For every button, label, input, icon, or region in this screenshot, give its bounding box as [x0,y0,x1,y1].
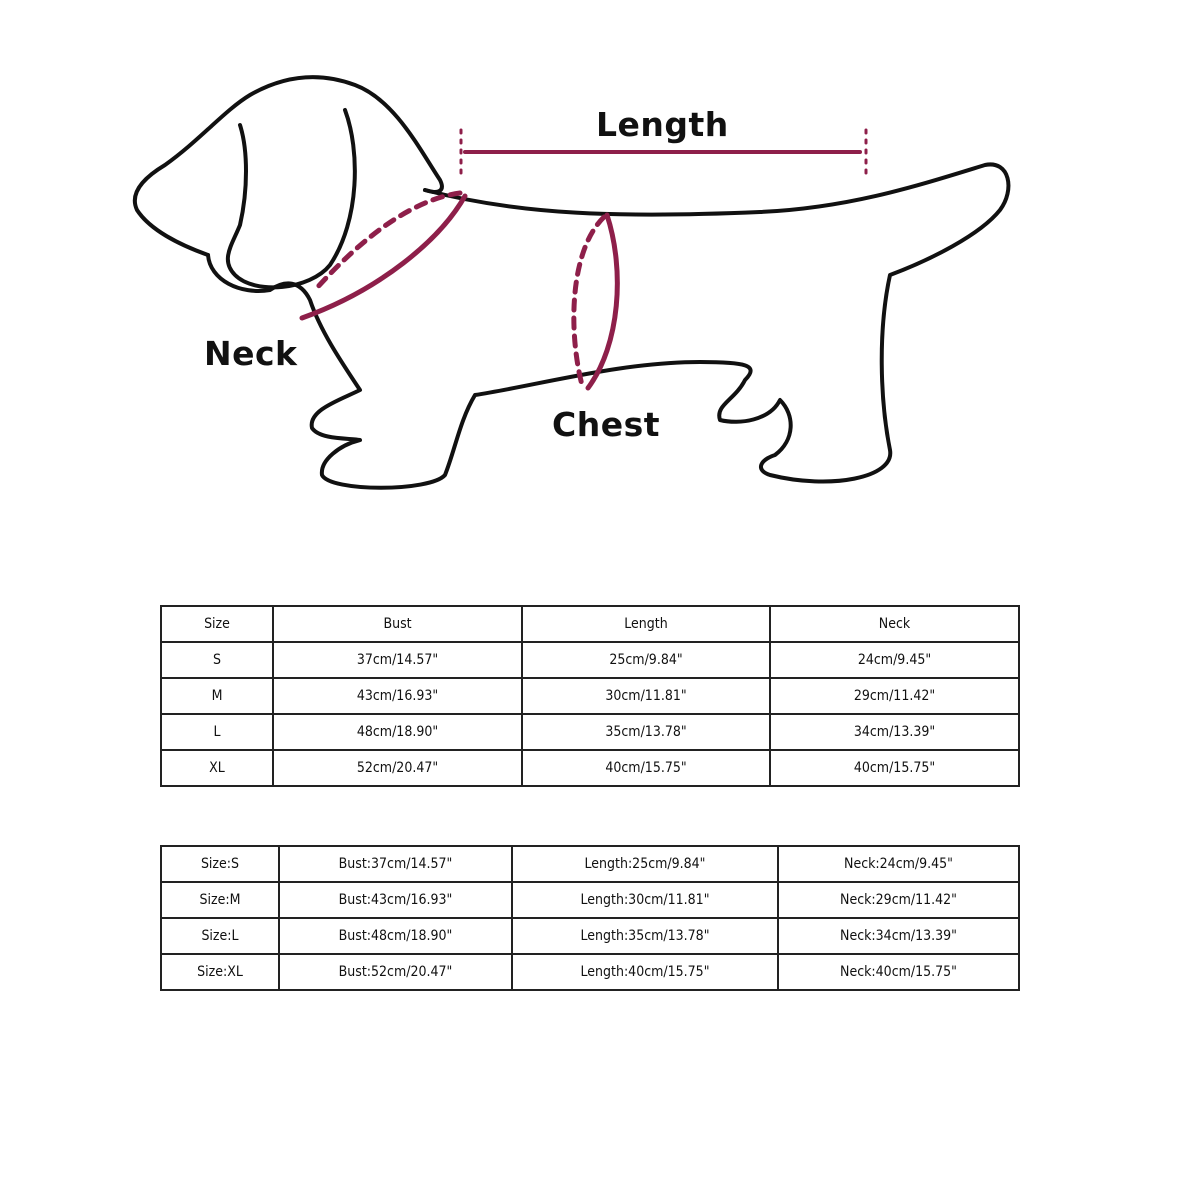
cell-size: M [161,678,273,714]
cell-neck: 34cm/13.39" [770,714,1019,750]
chest-measure-line [588,215,617,388]
chest-dash-line [574,217,604,385]
header-size: Size [161,606,273,642]
cell-length: 35cm/13.78" [522,714,770,750]
cell-size: Size:S [161,846,279,882]
cell-length: 30cm/11.81" [522,678,770,714]
table-row [161,678,1019,714]
header-bust: Bust [273,606,522,642]
length-label: Length [596,105,729,144]
cell-size: S [161,642,273,678]
table-row [161,954,1019,990]
table-row [161,846,1019,882]
cell-length: Length:30cm/11.81" [512,882,778,918]
cell-neck: 40cm/15.75" [770,750,1019,786]
cell-neck: 24cm/9.45" [770,642,1019,678]
cell-bust: Bust:52cm/20.47" [279,954,512,990]
cell-bust: 43cm/16.93" [273,678,522,714]
cell-neck: Neck:24cm/9.45" [778,846,1019,882]
cell-neck: 29cm/11.42" [770,678,1019,714]
cell-size: XL [161,750,273,786]
cell-neck: Neck:29cm/11.42" [778,882,1019,918]
cell-bust: Bust:37cm/14.57" [279,846,512,882]
neck-measure-line [302,196,465,318]
size-chart-table [160,605,1020,787]
dog-ear-outline [228,110,355,287]
cell-size: Size:M [161,882,279,918]
cell-bust: Bust:43cm/16.93" [279,882,512,918]
cell-size: Size:L [161,918,279,954]
table-row [161,882,1019,918]
table-header-row [161,606,1019,642]
cell-length: Length:25cm/9.84" [512,846,778,882]
chest-label: Chest [552,405,661,444]
header-neck: Neck [770,606,1019,642]
cell-size: L [161,714,273,750]
cell-length: 25cm/9.84" [522,642,770,678]
cell-bust: 52cm/20.47" [273,750,522,786]
cell-neck: Neck:34cm/13.39" [778,918,1019,954]
dog-head-outline [135,77,442,255]
cell-length: Length:35cm/13.78" [512,918,778,954]
table-row [161,750,1019,786]
dog-measurement-diagram [0,0,1200,520]
cell-size: Size:XL [161,954,279,990]
cell-neck: Neck:40cm/15.75" [778,954,1019,990]
table-row [161,642,1019,678]
table-row [161,918,1019,954]
cell-bust: 48cm/18.90" [273,714,522,750]
cell-length: Length:40cm/15.75" [512,954,778,990]
cell-bust: Bust:48cm/18.90" [279,918,512,954]
cell-bust: 37cm/14.57" [273,642,522,678]
size-list-table [160,845,1020,991]
table-row [161,714,1019,750]
neck-label: Neck [204,334,298,373]
header-length: Length [522,606,770,642]
cell-length: 40cm/15.75" [522,750,770,786]
